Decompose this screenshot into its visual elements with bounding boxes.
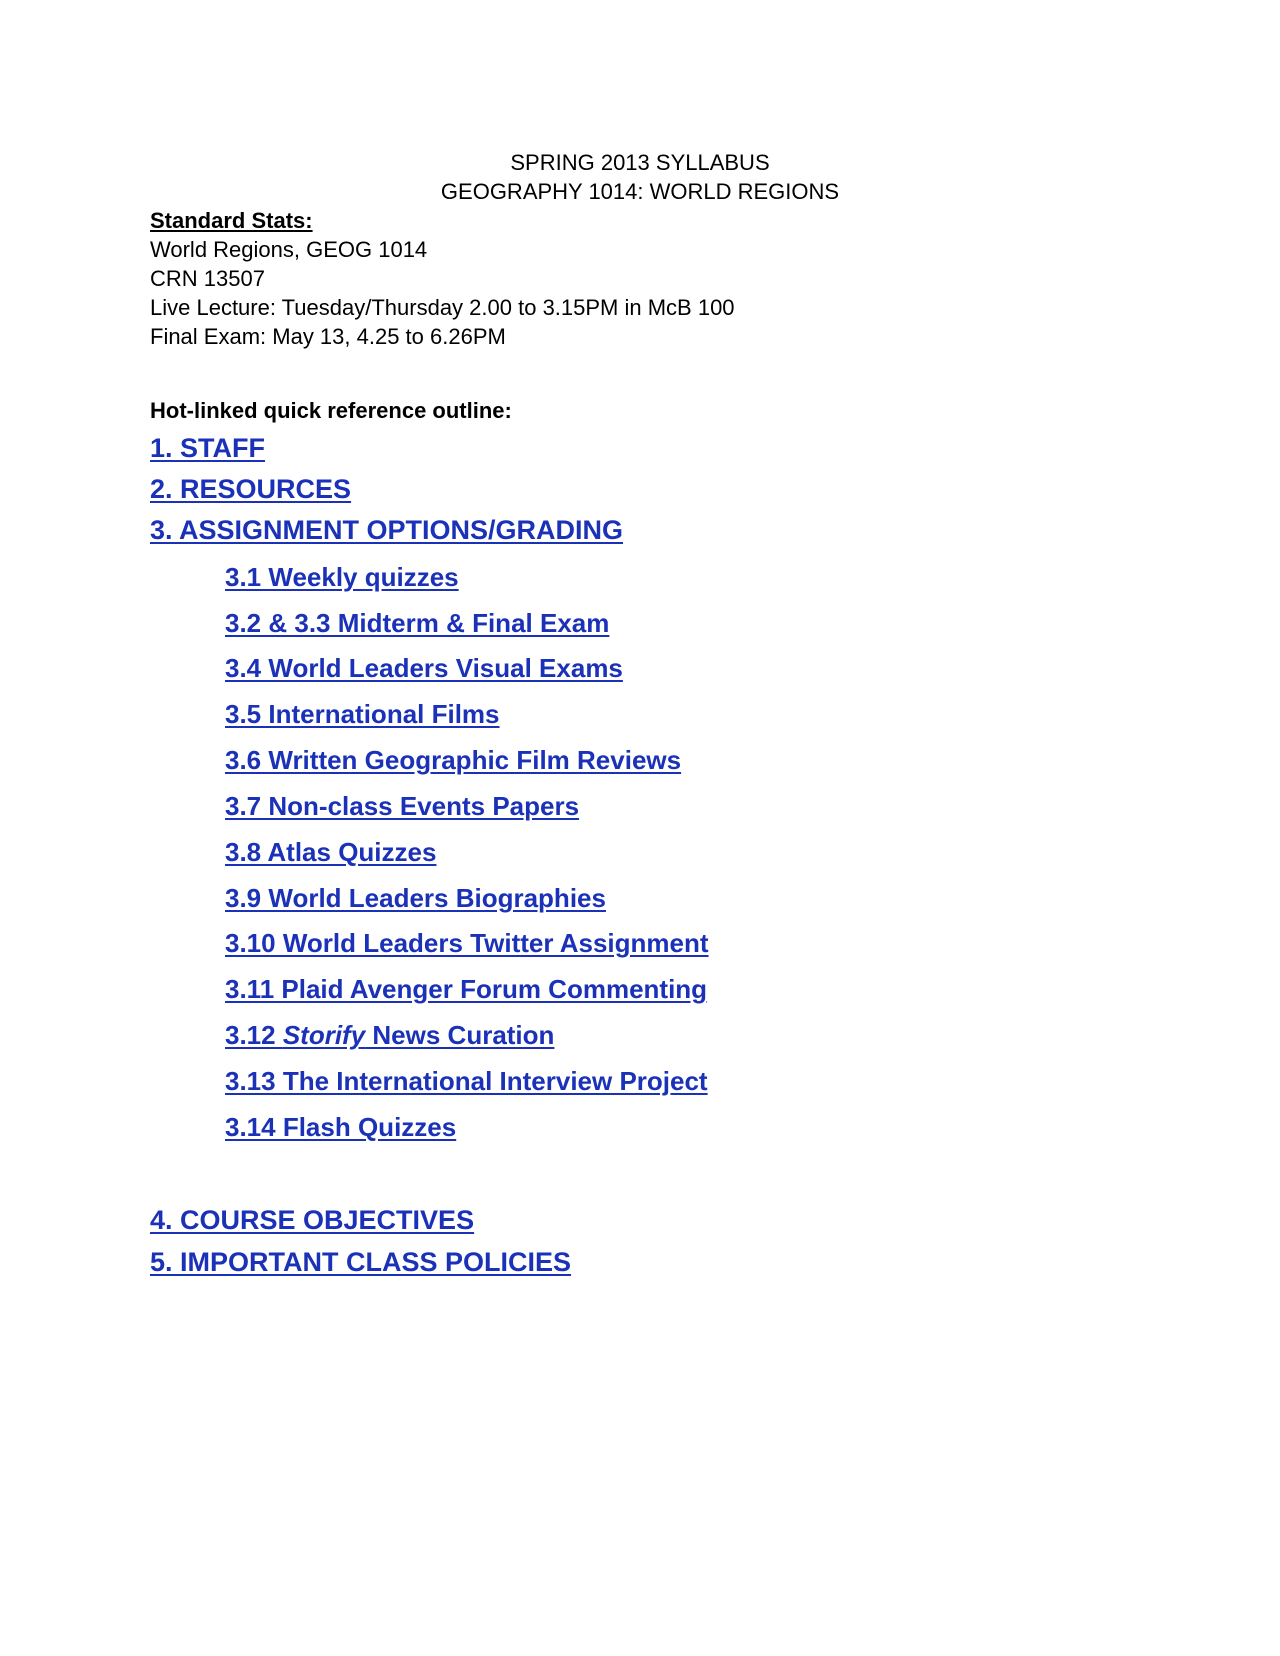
outline-heading: Hot-linked quick reference outline:	[150, 398, 512, 423]
stats-final-exam: Final Exam: May 13, 4.25 to 6.26PM	[150, 324, 506, 349]
link-assignment-options-grading[interactable]: 3. ASSIGNMENT OPTIONS/GRADING	[150, 515, 624, 545]
link-world-leaders-visual-exams[interactable]: 3.4 World Leaders Visual Exams	[225, 653, 623, 683]
link-storify-news-curation[interactable]	[225, 1019, 554, 1051]
link-plaid-avenger-forum-commenting[interactable]: 3.11 Plaid Avenger Forum Commenting	[225, 974, 708, 1004]
storify-rest: News Curation	[365, 1020, 555, 1050]
stats-course-name: World Regions, GEOG 1014	[150, 237, 428, 262]
link-international-films[interactable]: 3.5 International Films	[225, 699, 500, 729]
link-world-leaders-biographies[interactable]: 3.9 World Leaders Biographies	[225, 883, 606, 913]
link-flash-quizzes[interactable]: 3.14 Flash Quizzes	[225, 1112, 457, 1142]
title-line-1: SPRING 2013 SYLLABUS	[510, 150, 770, 175]
link-course-objectives[interactable]: 4. COURSE OBJECTIVES	[150, 1205, 475, 1235]
link-world-leaders-twitter-assignment[interactable]: 3.10 World Leaders Twitter Assignment	[225, 928, 709, 958]
storify-number: 3.12	[225, 1020, 283, 1050]
stats-crn: CRN 13507	[150, 266, 265, 291]
link-midterm-final-exam[interactable]: 3.2 & 3.3 Midterm & Final Exam	[225, 608, 610, 638]
stats-live-lecture: Live Lecture: Tuesday/Thursday 2.00 to 3.15PM in McB 100	[150, 295, 735, 320]
standard-stats	[150, 206, 735, 351]
link-non-class-events-papers[interactable]: 3.7 Non-class Events Papers	[225, 791, 580, 821]
link-resources[interactable]: 2. RESOURCES	[150, 474, 352, 504]
syllabus-title	[0, 148, 1280, 206]
link-atlas-quizzes[interactable]: 3.8 Atlas Quizzes	[225, 837, 437, 867]
link-weekly-quizzes[interactable]: 3.1 Weekly quizzes	[225, 562, 459, 592]
standard-stats-heading: Standard Stats:	[150, 208, 313, 233]
link-staff[interactable]: 1. STAFF	[150, 433, 266, 463]
link-international-interview-project[interactable]: 3.13 The International Interview Project	[225, 1066, 708, 1096]
link-written-geographic-film-reviews[interactable]: 3.6 Written Geographic Film Reviews	[225, 745, 682, 775]
storify-italic: Storify	[282, 1020, 366, 1050]
title-line-2: GEOGRAPHY 1014: WORLD REGIONS	[440, 179, 840, 204]
link-important-class-policies[interactable]: 5. IMPORTANT CLASS POLICIES	[150, 1247, 572, 1277]
